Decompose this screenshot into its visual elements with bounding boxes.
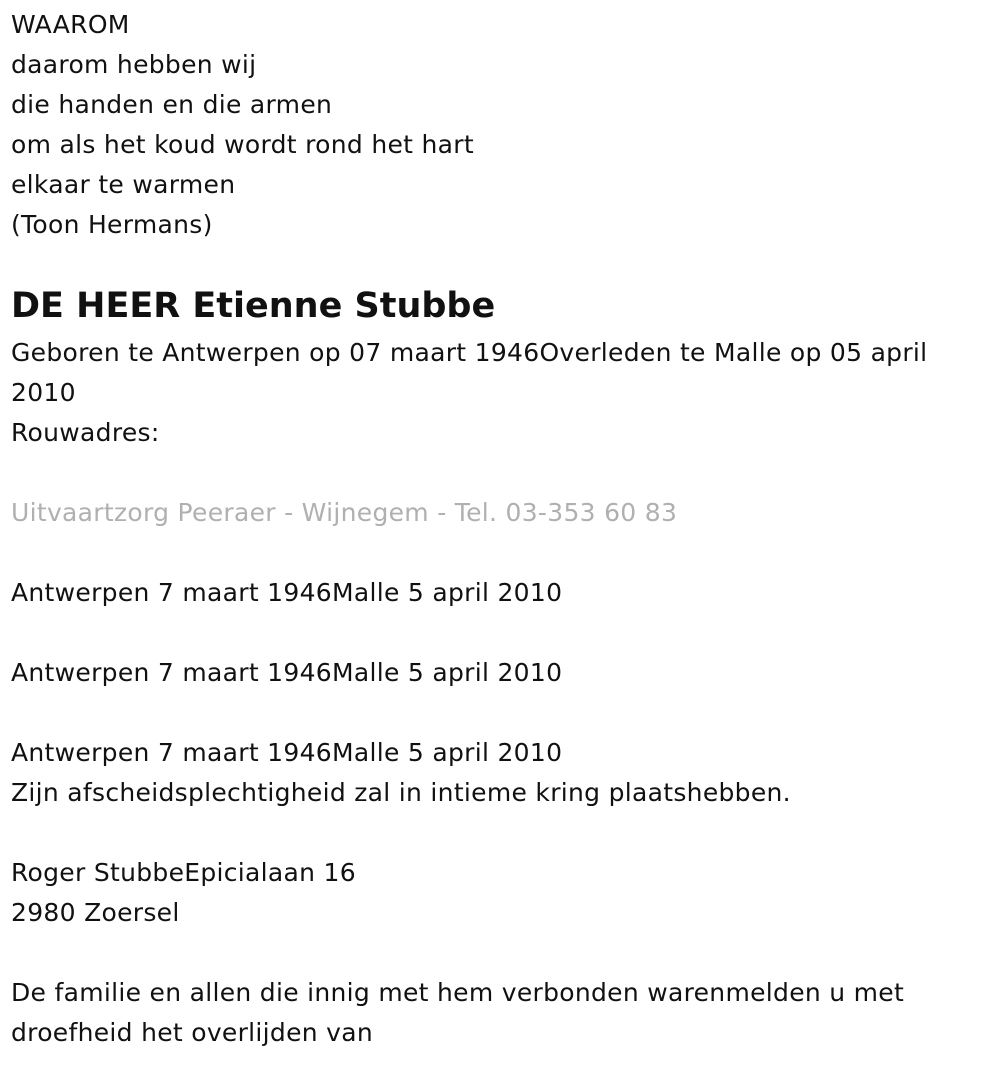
ceremony-text: Zijn afscheidsplechtigheid zal in intieme kring plaatshebben.	[11, 778, 791, 807]
poem-line: daarom hebben wij	[11, 50, 257, 79]
dates-line: Antwerpen 7 maart 1946Malle 5 april 2010	[11, 738, 563, 767]
poem-author: (Toon Hermans)	[11, 210, 213, 239]
contact-postal-city: 2980 Zoersel	[11, 898, 180, 927]
deceased-name: DE HEER Etienne Stubbe	[11, 286, 496, 326]
address-label: Rouwadres:	[11, 418, 160, 447]
dates-line: Antwerpen 7 maart 1946Malle 5 april 2010	[11, 578, 563, 607]
poem-line: die handen en die armen	[11, 90, 333, 119]
contact-name-street: Roger StubbeEpicialaan 16	[11, 858, 356, 887]
announcement-text: De familie en allen die innig met hem verbonden warenmelden u met	[11, 978, 905, 1007]
poem-line: elkaar te warmen	[11, 170, 236, 199]
poem-line: WAAROM	[11, 10, 130, 39]
funeral-home: Uitvaartzorg Peeraer - Wijnegem - Tel. 03-353 60 83	[11, 498, 678, 527]
birth-death-text: Geboren te Antwerpen op 07 maart 1946Overleden te Malle op 05 april	[11, 338, 928, 367]
birth-death-text-continued: 2010	[11, 378, 76, 407]
poem-line: om als het koud wordt rond het hart	[11, 130, 474, 159]
announcement-text-continued: droefheid het overlijden van	[11, 1018, 374, 1047]
dates-line: Antwerpen 7 maart 1946Malle 5 april 2010	[11, 658, 563, 687]
